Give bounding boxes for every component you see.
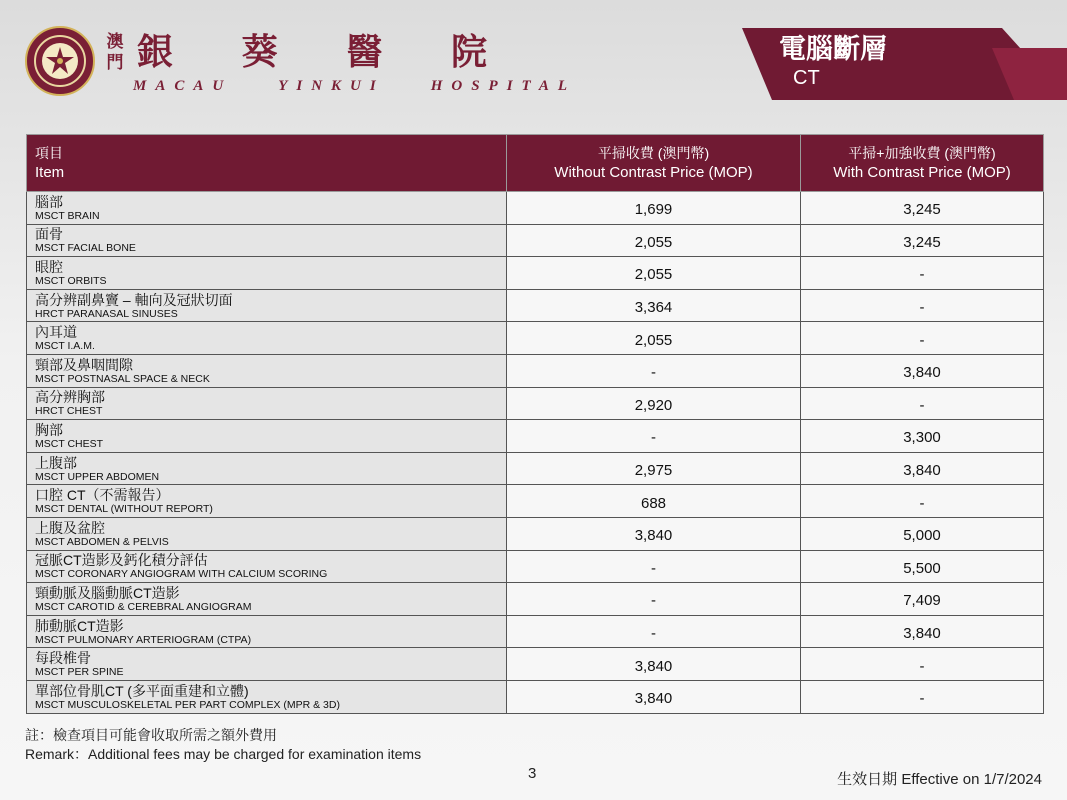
price-with-contrast: 3,840 [801,354,1044,387]
item-cell: 腦部 MSCT BRAIN [27,192,507,225]
price-with-contrast: 7,409 [801,583,1044,616]
item-cell: 冠脈CT造影及鈣化積分評估 MSCT CORONARY ANGIOGRAM WITH CALCIUM SCORING [27,550,507,583]
item-cell: 高分辨胸部 HRCT CHEST [27,387,507,420]
table-row [27,648,1044,681]
price-without-contrast: 2,055 [507,322,801,355]
price-without-contrast: 2,055 [507,224,801,257]
logo-name-cn: 銀 葵 醫 院 [137,31,487,73]
logo-macau-cn: 澳 門 [106,32,124,73]
price-without-contrast: - [507,420,801,453]
table-row [27,680,1044,713]
price-with-contrast: - [801,289,1044,322]
item-cell: 內耳道 MSCT I.A.M. [27,322,507,355]
price-without-contrast: 1,699 [507,192,801,225]
price-without-contrast: 3,840 [507,648,801,681]
item-cell: 面骨 MSCT FACIAL BONE [27,224,507,257]
table-row [27,322,1044,355]
header-without-contrast: 平掃收費 (澳門幣) Without Contrast Price (MOP) [507,135,801,192]
price-without-contrast: - [507,354,801,387]
table-row [27,452,1044,485]
page-number: 3 [528,765,537,782]
page-title-en: CT [793,67,820,89]
price-without-contrast: 688 [507,485,801,518]
price-without-contrast: - [507,550,801,583]
table-row [27,550,1044,583]
item-cell: 高分辨副鼻竇 – 軸向及冠狀切面 HRCT PARANASAL SINUSES [27,289,507,322]
price-with-contrast: - [801,257,1044,290]
table-row [27,224,1044,257]
price-with-contrast: 3,840 [801,615,1044,648]
item-cell: 每段椎骨 MSCT PER SPINE [27,648,507,681]
item-cell: 胸部 MSCT CHEST [27,420,507,453]
item-cell: 頸動脈及腦動脈CT造影 MSCT CAROTID & CEREBRAL ANGIOGRAM [27,583,507,616]
price-without-contrast: 2,920 [507,387,801,420]
table-row [27,289,1044,322]
table-row [27,615,1044,648]
remark-en: Remark：Additional fees may be charged for examination items [25,746,422,762]
price-with-contrast: 5,000 [801,517,1044,550]
hospital-emblem-icon [25,26,95,96]
item-cell: 上腹及盆腔 MSCT ABDOMEN & PELVIS [27,517,507,550]
header-with-contrast: 平掃+加強收費 (澳門幣) With Contrast Price (MOP) [801,135,1044,192]
table-row [27,354,1044,387]
price-without-contrast: 3,840 [507,517,801,550]
price-with-contrast: 3,245 [801,192,1044,225]
price-without-contrast: 3,840 [507,680,801,713]
price-with-contrast: - [801,680,1044,713]
header-item: 項目 Item [27,135,507,192]
price-table [26,134,1044,714]
price-with-contrast: - [801,387,1044,420]
price-with-contrast: 3,300 [801,420,1044,453]
price-with-contrast: - [801,485,1044,518]
price-without-contrast: - [507,583,801,616]
price-without-contrast: 2,975 [507,452,801,485]
effective-date: 生效日期 Effective on 1/7/2024 [837,771,1042,788]
table-row [27,420,1044,453]
remark-cn: 註：檢查項目可能會收取所需之額外費用 [25,727,277,743]
table-header-row [27,135,1044,192]
price-with-contrast: 3,840 [801,452,1044,485]
logo-name-en: MACAU YINKUI HOSPITAL [133,78,577,94]
item-cell: 眼腔 MSCT ORBITS [27,257,507,290]
table-row [27,257,1044,290]
price-without-contrast: - [507,615,801,648]
price-with-contrast: - [801,648,1044,681]
item-cell: 口腔 CT（不需報告） MSCT DENTAL (WITHOUT REPORT) [27,485,507,518]
item-cell: 頸部及鼻咽間隙 MSCT POSTNASAL SPACE & NECK [27,354,507,387]
table-row [27,583,1044,616]
price-with-contrast: 5,500 [801,550,1044,583]
table-row [27,387,1044,420]
item-cell: 肺動脈CT造影 MSCT PULMONARY ARTERIOGRAM (CTPA) [27,615,507,648]
table-row [27,517,1044,550]
table-row [27,192,1044,225]
price-without-contrast: 3,364 [507,289,801,322]
item-cell: 單部位骨肌CT (多平面重建和立體) MSCT MUSCULOSKELETAL PER PART COMPLEX (MPR & 3D) [27,680,507,713]
price-without-contrast: 2,055 [507,257,801,290]
price-with-contrast: 3,245 [801,224,1044,257]
price-with-contrast: - [801,322,1044,355]
item-cell: 上腹部 MSCT UPPER ABDOMEN [27,452,507,485]
table-row [27,485,1044,518]
page-title-cn: 電腦斷層 [779,34,887,65]
remark [25,726,421,764]
